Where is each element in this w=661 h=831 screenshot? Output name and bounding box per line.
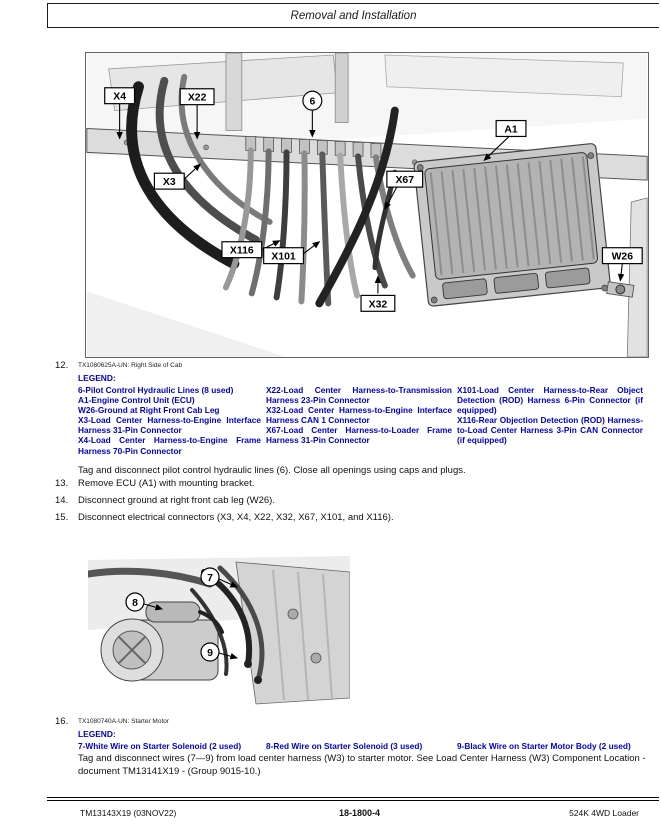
step-13-text: Remove ECU (A1) with mounting bracket. — [78, 478, 255, 489]
legend-entry: X3-Load Center Harness-to-Engine Interface Harness 31-Pin Connector — [78, 415, 261, 436]
step-14-text: Disconnect ground at right front cab leg (W26). — [78, 495, 275, 506]
step-12 — [55, 360, 653, 477]
footer-page-number: 18-1800-4 — [338, 808, 381, 818]
step-16-number: 16. — [55, 716, 69, 727]
ecu-illustration — [414, 143, 611, 309]
svg-text:6: 6 — [309, 96, 316, 108]
svg-text:X3: X3 — [162, 177, 176, 189]
legend-grid-1 — [78, 385, 653, 456]
svg-text:A1: A1 — [504, 124, 518, 136]
callout-x32 — [361, 277, 395, 312]
step-14 — [55, 495, 653, 507]
figure-right-side-of-cab — [85, 52, 649, 358]
figure2-caption: TX1080740A-UN: Starter Motor — [78, 718, 170, 725]
svg-text:7: 7 — [207, 572, 213, 584]
svg-text:X116: X116 — [229, 245, 254, 257]
callout-9 — [201, 643, 237, 661]
legend-column-2 — [266, 741, 452, 751]
legend-entry: 9-Black Wire on Starter Motor Body (2 used) — [457, 740, 631, 751]
step-14-number: 14. — [55, 495, 69, 506]
starter-motor-illustration — [88, 556, 350, 712]
page-title: Removal and Installation — [290, 9, 417, 22]
footer-model: 524K 4WD Loader — [569, 808, 640, 818]
legend-entry: X67-Load Center Harness-to-Loader Frame Harness 31-Pin Connector — [266, 425, 452, 446]
step-12-number: 12. — [55, 360, 69, 371]
legend-entry: X4-Load Center Harness-to-Engine Frame Harness 70-Pin Connector — [78, 435, 261, 456]
legend-entry: 8-Red Wire on Starter Solenoid (3 used) — [266, 740, 423, 751]
legend-entry: X22-Load Center Harness-to-Transmission Harness 23-Pin Connector — [266, 384, 452, 406]
figure-starter-motor — [88, 556, 350, 712]
legend-column-3 — [457, 385, 643, 456]
svg-text:X67: X67 — [395, 175, 415, 187]
legend-entry: X32-Load Center Harness-to-Engine Interface Harness CAN 1 Connector — [266, 405, 452, 426]
legend-label-1: LEGEND: — [78, 373, 116, 383]
figure1-caption: TX1080625A-UN: Right Side of Cab — [78, 362, 183, 369]
step-16 — [55, 716, 653, 778]
step-12-text: Tag and disconnect pilot control hydraulic lines (6). Close all openings using caps and plugs. — [78, 464, 466, 476]
footer-rule — [47, 797, 659, 801]
legend-column-3 — [457, 741, 643, 751]
header-band — [47, 3, 659, 28]
legend-entry: X101-Load Center Harness-to-Rear Object Detection (ROD) Harness 6-Pin Connector (if equipped) — [457, 384, 643, 416]
legend-grid-2 — [78, 741, 653, 751]
legend-entry: X116-Rear Objection Detection (ROD) Harness-to-Load Center Harness 3-Pin CAN Connector (if equipped) — [457, 415, 643, 446]
svg-text:X22: X22 — [187, 92, 207, 104]
step-15-number: 15. — [55, 512, 69, 523]
step-16-text: Tag and disconnect wires (7—9) from load center harness (W3) to starter motor. See Load Center Harness (W3) Component Location - document TM13141X19 - (Group 9015-10.) — [78, 753, 646, 777]
svg-text:X32: X32 — [368, 299, 388, 311]
footer-doc-number: TM13143X19 (03NOV22) — [80, 808, 177, 818]
step-13-number: 13. — [55, 478, 69, 489]
legend-column-2 — [266, 385, 452, 456]
svg-text:W26: W26 — [611, 251, 634, 263]
legend-entry: W26-Ground at Right Front Cab Leg — [78, 405, 220, 416]
legend-column-1 — [78, 385, 261, 456]
legend-column-1 — [78, 741, 261, 751]
svg-text:9: 9 — [207, 647, 213, 659]
step-15-text: Disconnect electrical connectors (X3, X4, X22, X32, X67, X101, and X116). — [78, 512, 394, 523]
legend-entry: 6-Pilot Control Hydraulic Lines (8 used) — [78, 384, 234, 395]
svg-text:8: 8 — [132, 597, 138, 609]
legend-entry: 7-White Wire on Starter Solenoid (2 used) — [78, 740, 242, 751]
cab-illustration — [86, 53, 648, 357]
footer — [47, 808, 659, 818]
svg-text:X4: X4 — [113, 91, 127, 103]
step-13 — [55, 478, 653, 490]
legend-label-2: LEGEND: — [78, 729, 116, 739]
legend-entry: A1-Engine Control Unit (ECU) — [78, 395, 195, 406]
svg-text:X101: X101 — [271, 251, 296, 263]
step-15 — [55, 512, 653, 524]
